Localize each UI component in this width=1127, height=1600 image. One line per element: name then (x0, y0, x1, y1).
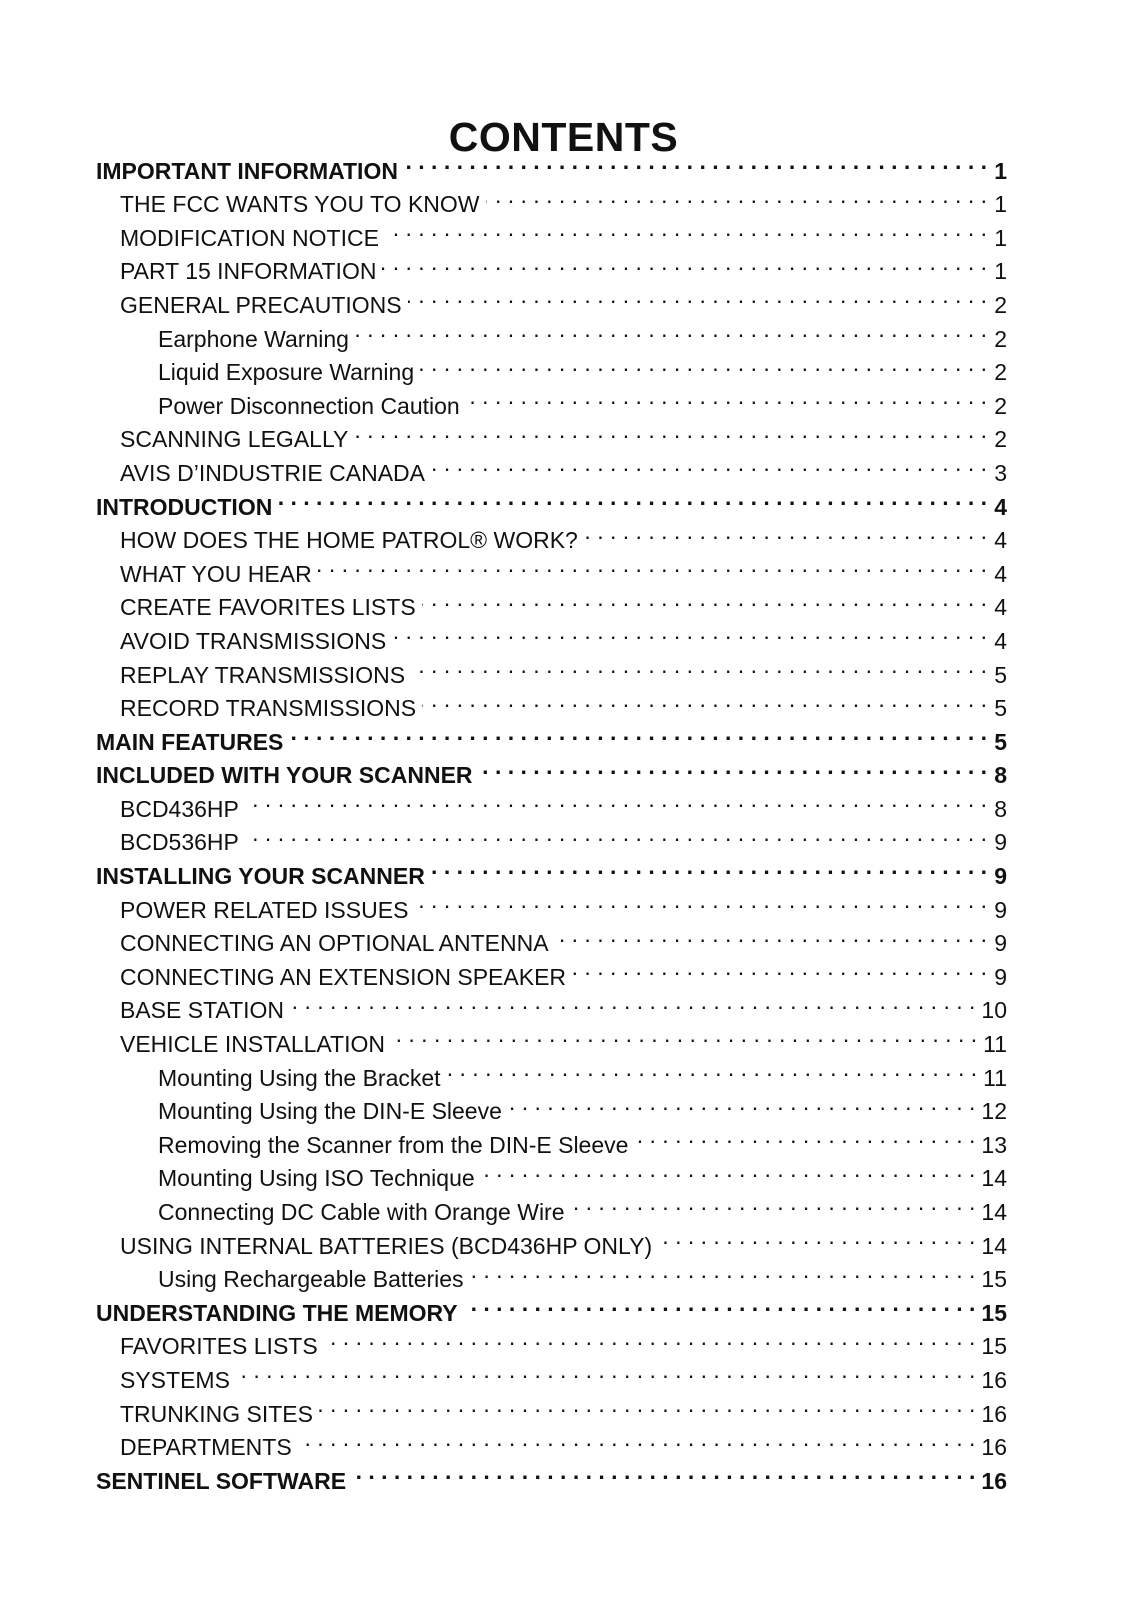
toc-entry-label: INTRODUCTION (96, 493, 273, 520)
toc-page-number: 1 (994, 191, 1007, 218)
toc-entry-label: TRUNKING SITES (120, 1400, 313, 1427)
toc-entry-label: REPLAY TRANSMISSIONS (120, 661, 406, 688)
toc-entry-label: Mounting Using ISO Technique (158, 1165, 475, 1192)
toc-entry-label: SCANNING LEGALLY (120, 426, 349, 453)
toc-entry-label: MAIN FEATURES (96, 728, 284, 755)
toc-dot-leader (470, 1254, 976, 1288)
toc-entry-label: BCD536HP (120, 829, 239, 856)
toc-page-number: 9 (994, 829, 1007, 856)
toc-page-number: 14 (981, 1199, 1007, 1225)
toc-entry-label: Mounting Using the Bracket (158, 1064, 441, 1091)
toc-page-number: 4 (994, 493, 1007, 520)
toc-dot-leader (290, 985, 975, 1019)
toc-page-number: 9 (994, 863, 1007, 890)
toc-dot-leader (508, 1086, 976, 1120)
toc-dot-leader (245, 783, 987, 817)
toc-dot-leader (571, 1186, 976, 1220)
toc-page-number: 11 (983, 1031, 1007, 1058)
toc-page-number: 15 (981, 1299, 1007, 1326)
toc-entry-label: Using Rechargeable Batteries (158, 1266, 464, 1293)
toc-entry-label: BCD436HP (120, 795, 239, 822)
toc-dot-leader (431, 447, 987, 481)
toc-page-number: 16 (981, 1467, 1007, 1494)
toc-dot-leader (555, 918, 987, 952)
toc-page-number: 14 (981, 1165, 1007, 1192)
table-of-contents (96, 145, 1007, 1494)
toc-page-number: 8 (994, 762, 1007, 789)
toc-entry-label: GENERAL PRECAUTIONS (120, 291, 402, 318)
toc-entry-label: Power Disconnection Caution (158, 392, 460, 419)
toc-entry-label: Earphone Warning (158, 325, 349, 352)
toc-section-entry[interactable] (96, 145, 1007, 184)
toc-dot-leader (404, 145, 987, 179)
toc-dot-leader (245, 817, 987, 851)
toc-dot-leader (447, 1052, 978, 1086)
toc-dot-leader (486, 179, 988, 213)
toc-page-number: 8 (994, 795, 1007, 822)
toc-dot-leader (479, 750, 987, 784)
toc-dot-leader (414, 884, 987, 918)
toc-dot-leader (298, 1422, 976, 1456)
toc-page-number: 3 (994, 459, 1007, 486)
toc-subsection-entry[interactable] (96, 1388, 1007, 1427)
toc-dot-leader (431, 850, 987, 884)
toc-dot-leader (466, 380, 987, 414)
toc-dot-leader (422, 683, 987, 717)
toc-dot-leader (289, 716, 987, 750)
toc-dot-leader (391, 1018, 977, 1052)
toc-dot-leader (422, 582, 987, 616)
toc-dot-leader (352, 1455, 975, 1489)
toc-page-number: 2 (994, 426, 1007, 453)
toc-page-number: 2 (994, 291, 1007, 318)
toc-entry-label: MODIFICATION NOTICE (120, 224, 379, 251)
toc-page-number: 16 (981, 1400, 1007, 1427)
toc-page-number: 16 (981, 1366, 1007, 1393)
toc-entry-label: INSTALLING YOUR SCANNER (96, 863, 425, 890)
toc-entry-label: CREATE FAVORITES LISTS (120, 594, 416, 621)
toc-dot-leader (236, 1354, 975, 1388)
toc-entry-label: CONNECTING AN EXTENSION SPEAKER (120, 963, 567, 990)
toc-entry-label: BASE STATION (120, 997, 285, 1024)
toc-page-number: 4 (994, 560, 1007, 587)
toc-page-number: 16 (981, 1434, 1007, 1461)
toc-dot-leader (278, 481, 987, 515)
toc-dot-leader (411, 649, 987, 683)
toc-dot-leader (392, 615, 987, 649)
toc-page-number: 13 (981, 1131, 1007, 1158)
toc-dot-leader (481, 1153, 976, 1187)
toc-dot-leader (658, 1220, 975, 1254)
toc-page-number: 15 (981, 1266, 1007, 1293)
toc-page-number: 4 (994, 527, 1007, 554)
toc-dot-leader (408, 279, 987, 313)
toc-page-number: 9 (994, 963, 1007, 990)
toc-entry-label: IMPORTANT INFORMATION (96, 157, 398, 184)
toc-dot-leader (324, 1321, 976, 1355)
toc-page-number: 15 (981, 1333, 1007, 1360)
toc-dot-leader (355, 313, 987, 347)
toc-dot-leader (464, 1287, 976, 1321)
toc-page-number: 4 (994, 627, 1007, 654)
toc-page-number: 5 (994, 695, 1007, 722)
toc-entry-label: Liquid Exposure Warning (158, 359, 415, 386)
toc-page-number: 5 (994, 661, 1007, 688)
toc-dot-leader (420, 347, 987, 381)
toc-page-number: 2 (994, 392, 1007, 419)
toc-dot-leader (319, 1388, 975, 1422)
toc-entry-label: AVIS D’INDUSTRIE CANADA (120, 459, 426, 486)
toc-entry-label: UNDERSTANDING THE MEMORY (96, 1299, 458, 1326)
toc-entry-label: CONNECTING AN OPTIONAL ANTENNA (120, 930, 549, 957)
toc-dot-leader (382, 246, 987, 280)
toc-entry-label: HOW DOES THE HOME PATROL® WORK? (120, 527, 578, 554)
toc-entry-label: SYSTEMS (120, 1366, 230, 1393)
toc-dot-leader (572, 951, 987, 985)
toc-entry-label: INCLUDED WITH YOUR SCANNER (96, 762, 473, 789)
toc-page-number: 2 (994, 325, 1007, 352)
toc-page-number: 14 (981, 1232, 1007, 1259)
toc-dot-leader (354, 414, 987, 448)
toc-entry-label: AVOID TRANSMISSIONS (120, 627, 387, 654)
toc-entry-label: Removing the Scanner from the DIN-E Sleeve (158, 1131, 629, 1158)
toc-dot-leader (634, 1119, 975, 1153)
toc-page-number: 1 (994, 224, 1007, 251)
toc-dot-leader (584, 515, 987, 549)
toc-entry-label: THE FCC WANTS YOU TO KNOW (120, 191, 480, 218)
toc-entry-label: RECORD TRANSMISSIONS (120, 695, 417, 722)
toc-page-number: 9 (994, 896, 1007, 923)
toc-page-number: 1 (994, 258, 1007, 285)
toc-entry-label: DEPARTMENTS (120, 1434, 292, 1461)
page-title: CONTENTS (448, 114, 679, 161)
toc-page-number: 11 (983, 1064, 1007, 1091)
toc-entry-label: Connecting DC Cable with Orange Wire (158, 1199, 565, 1225)
toc-page-number: 4 (994, 594, 1007, 621)
toc-page-number: 10 (981, 997, 1007, 1024)
toc-entry-label: Mounting Using the DIN-E Sleeve (158, 1098, 502, 1125)
toc-entry-label: PART 15 INFORMATION (120, 258, 377, 285)
toc-page-number: 5 (994, 728, 1007, 755)
toc-dot-leader (318, 548, 987, 582)
toc-page-number: 9 (994, 930, 1007, 957)
toc-entry-label: FAVORITES LISTS (120, 1333, 318, 1360)
toc-page-number: 12 (981, 1098, 1007, 1125)
toc-dot-leader (385, 212, 987, 246)
toc-entry-label: WHAT YOU HEAR (120, 560, 312, 587)
toc-entry-label: POWER RELATED ISSUES (120, 896, 409, 923)
toc-entry-label: VEHICLE INSTALLATION (120, 1031, 385, 1058)
toc-page-number: 1 (994, 157, 1007, 184)
toc-entry-label: SENTINEL SOFTWARE (96, 1467, 347, 1494)
toc-entry-label: USING INTERNAL BATTERIES (BCD436HP ONLY) (120, 1232, 653, 1259)
toc-page-number: 2 (994, 359, 1007, 386)
